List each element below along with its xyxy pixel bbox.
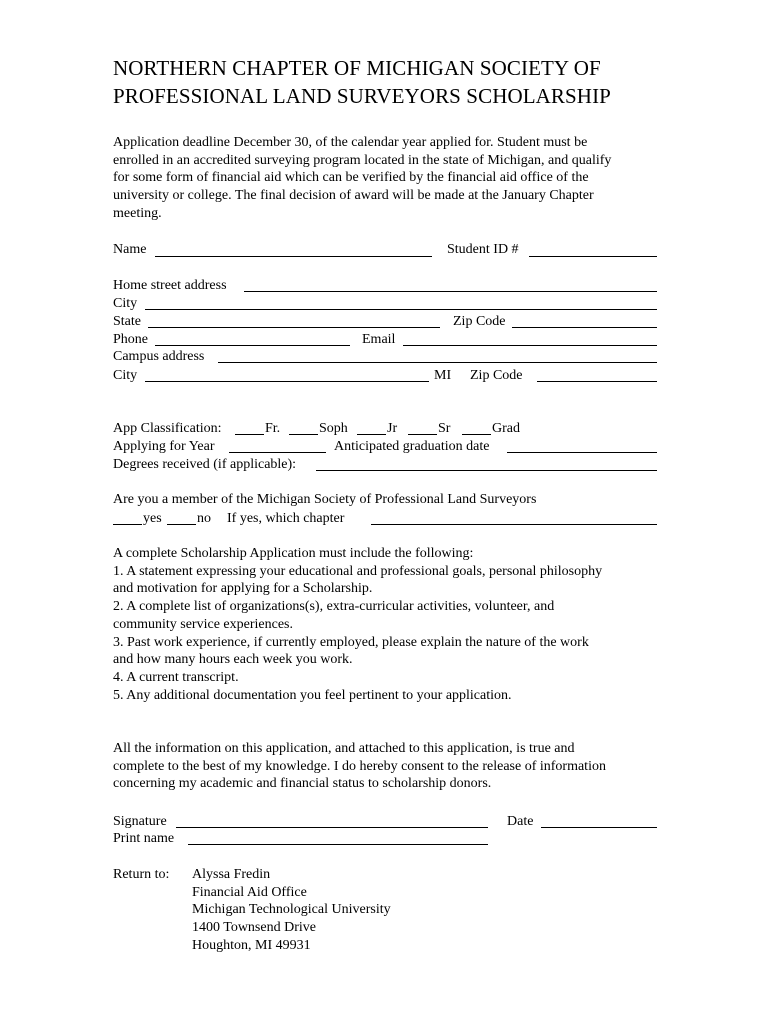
no-label: no xyxy=(197,511,211,526)
certification-line: complete to the best of my knowledge. I do hereby consent to the release of information xyxy=(113,758,606,774)
jr-blank[interactable] xyxy=(357,434,386,435)
signature-label: Signature xyxy=(113,814,167,829)
intro-line: enrolled in an accredited surveying program located in the state of Michigan, and qualify xyxy=(113,152,612,168)
app-classification-label: App Classification: xyxy=(113,421,222,436)
name-field[interactable] xyxy=(155,256,432,257)
membership-question: Are you a member of the Michigan Society of Professional Land Surveyors xyxy=(113,492,537,507)
title-line-2: PROFESSIONAL LAND SURVEYORS SCHOLARSHIP xyxy=(113,84,611,108)
soph-label: Soph xyxy=(319,421,348,436)
requirement-line: 2. A complete list of organizations(s), extra-curricular activities, volunteer, and xyxy=(113,599,555,615)
certification-paragraph xyxy=(113,740,673,793)
return-address-line: 1400 Townsend Drive xyxy=(192,920,316,936)
soph-blank[interactable] xyxy=(289,434,318,435)
requirement-line: 3. Past work experience, if currently employed, please explain the nature of the work xyxy=(113,634,589,650)
applying-for-year-label: Applying for Year xyxy=(113,439,215,454)
requirement-line: 1. A statement expressing your educational and professional goals, personal philosophy xyxy=(113,563,603,579)
requirement-line: 4. A current transcript. xyxy=(113,669,239,685)
which-chapter-field[interactable] xyxy=(371,524,657,525)
anticipated-graduation-date-field[interactable] xyxy=(507,452,657,453)
fr-blank[interactable] xyxy=(235,434,264,435)
campus-address-label: Campus address xyxy=(113,349,205,364)
campus-city-label: City xyxy=(113,368,138,383)
campus-zip-code-label: Zip Code xyxy=(470,368,523,383)
zip-code-field[interactable] xyxy=(512,327,657,328)
date-label: Date xyxy=(507,814,534,829)
campus-address-field[interactable] xyxy=(218,362,657,363)
document-title xyxy=(113,54,673,110)
home-street-address-field[interactable] xyxy=(244,291,657,292)
jr-label: Jr xyxy=(387,421,398,436)
grad-label: Grad xyxy=(492,421,520,436)
certification-line: concerning my academic and financial status to scholarship donors. xyxy=(113,776,492,792)
requirements-section xyxy=(113,545,673,704)
certification-line: All the information on this application, and attached to this application, is true and xyxy=(113,741,575,756)
state-field[interactable] xyxy=(148,327,440,328)
phone-label: Phone xyxy=(113,332,148,347)
fr-label: Fr. xyxy=(265,421,281,436)
degrees-received-label: Degrees received (if applicable): xyxy=(113,457,297,472)
return-address-line: Financial Aid Office xyxy=(192,884,307,900)
state-label: State xyxy=(113,314,141,329)
intro-line: university or college. The final decision of award will be made at the January Chapter xyxy=(113,188,594,204)
email-field[interactable] xyxy=(403,345,657,346)
student-id-field[interactable] xyxy=(529,256,657,257)
return-address-line: Alyssa Fredin xyxy=(192,867,271,882)
intro-line: Application deadline December 30, of the calendar year applied for. Student must be xyxy=(113,135,588,150)
requirement-line: 5. Any additional documentation you feel pertinent to your application. xyxy=(113,687,512,703)
sr-blank[interactable] xyxy=(408,434,437,435)
email-label: Email xyxy=(362,332,396,347)
requirement-line: community service experiences. xyxy=(113,616,293,632)
campus-city-field[interactable] xyxy=(145,381,429,382)
yes-label: yes xyxy=(143,511,162,526)
student-id-label: Student ID # xyxy=(447,242,519,257)
requirement-line: and motivation for applying for a Scholarship. xyxy=(113,581,373,597)
city-label: City xyxy=(113,296,138,311)
grad-blank[interactable] xyxy=(462,434,491,435)
requirements-heading: A complete Scholarship Application must include the following: xyxy=(113,546,474,561)
requirement-line: and how many hours each week you work. xyxy=(113,652,353,668)
return-address-line: Houghton, MI 49931 xyxy=(192,937,311,953)
return-address xyxy=(192,866,492,955)
intro-line: meeting. xyxy=(113,205,162,221)
return-address-line: Michigan Technological University xyxy=(192,902,391,918)
mi-label: MI xyxy=(434,368,452,383)
anticipated-graduation-date-label: Anticipated graduation date xyxy=(334,439,490,454)
applying-for-year-field[interactable] xyxy=(229,452,326,453)
campus-zip-code-field[interactable] xyxy=(537,381,657,382)
no-blank[interactable] xyxy=(167,524,196,525)
home-street-address-label: Home street address xyxy=(113,278,227,293)
zip-code-label: Zip Code xyxy=(453,314,506,329)
degrees-received-field[interactable] xyxy=(316,470,657,471)
intro-line: for some form of financial aid which can be verified by the financial aid office of the xyxy=(113,170,589,186)
print-name-field[interactable] xyxy=(188,844,488,845)
print-name-label: Print name xyxy=(113,831,175,846)
sr-label: Sr xyxy=(438,421,451,436)
signature-field[interactable] xyxy=(176,827,488,828)
which-chapter-label: If yes, which chapter xyxy=(227,511,345,526)
yes-blank[interactable] xyxy=(113,524,142,525)
city-field[interactable] xyxy=(145,309,657,310)
name-label: Name xyxy=(113,242,147,257)
title-line-1: NORTHERN CHAPTER OF MICHIGAN SOCIETY OF xyxy=(113,56,601,80)
return-to-label: Return to: xyxy=(113,867,170,882)
date-field[interactable] xyxy=(541,827,657,828)
phone-field[interactable] xyxy=(155,345,350,346)
intro-paragraph xyxy=(113,134,673,223)
